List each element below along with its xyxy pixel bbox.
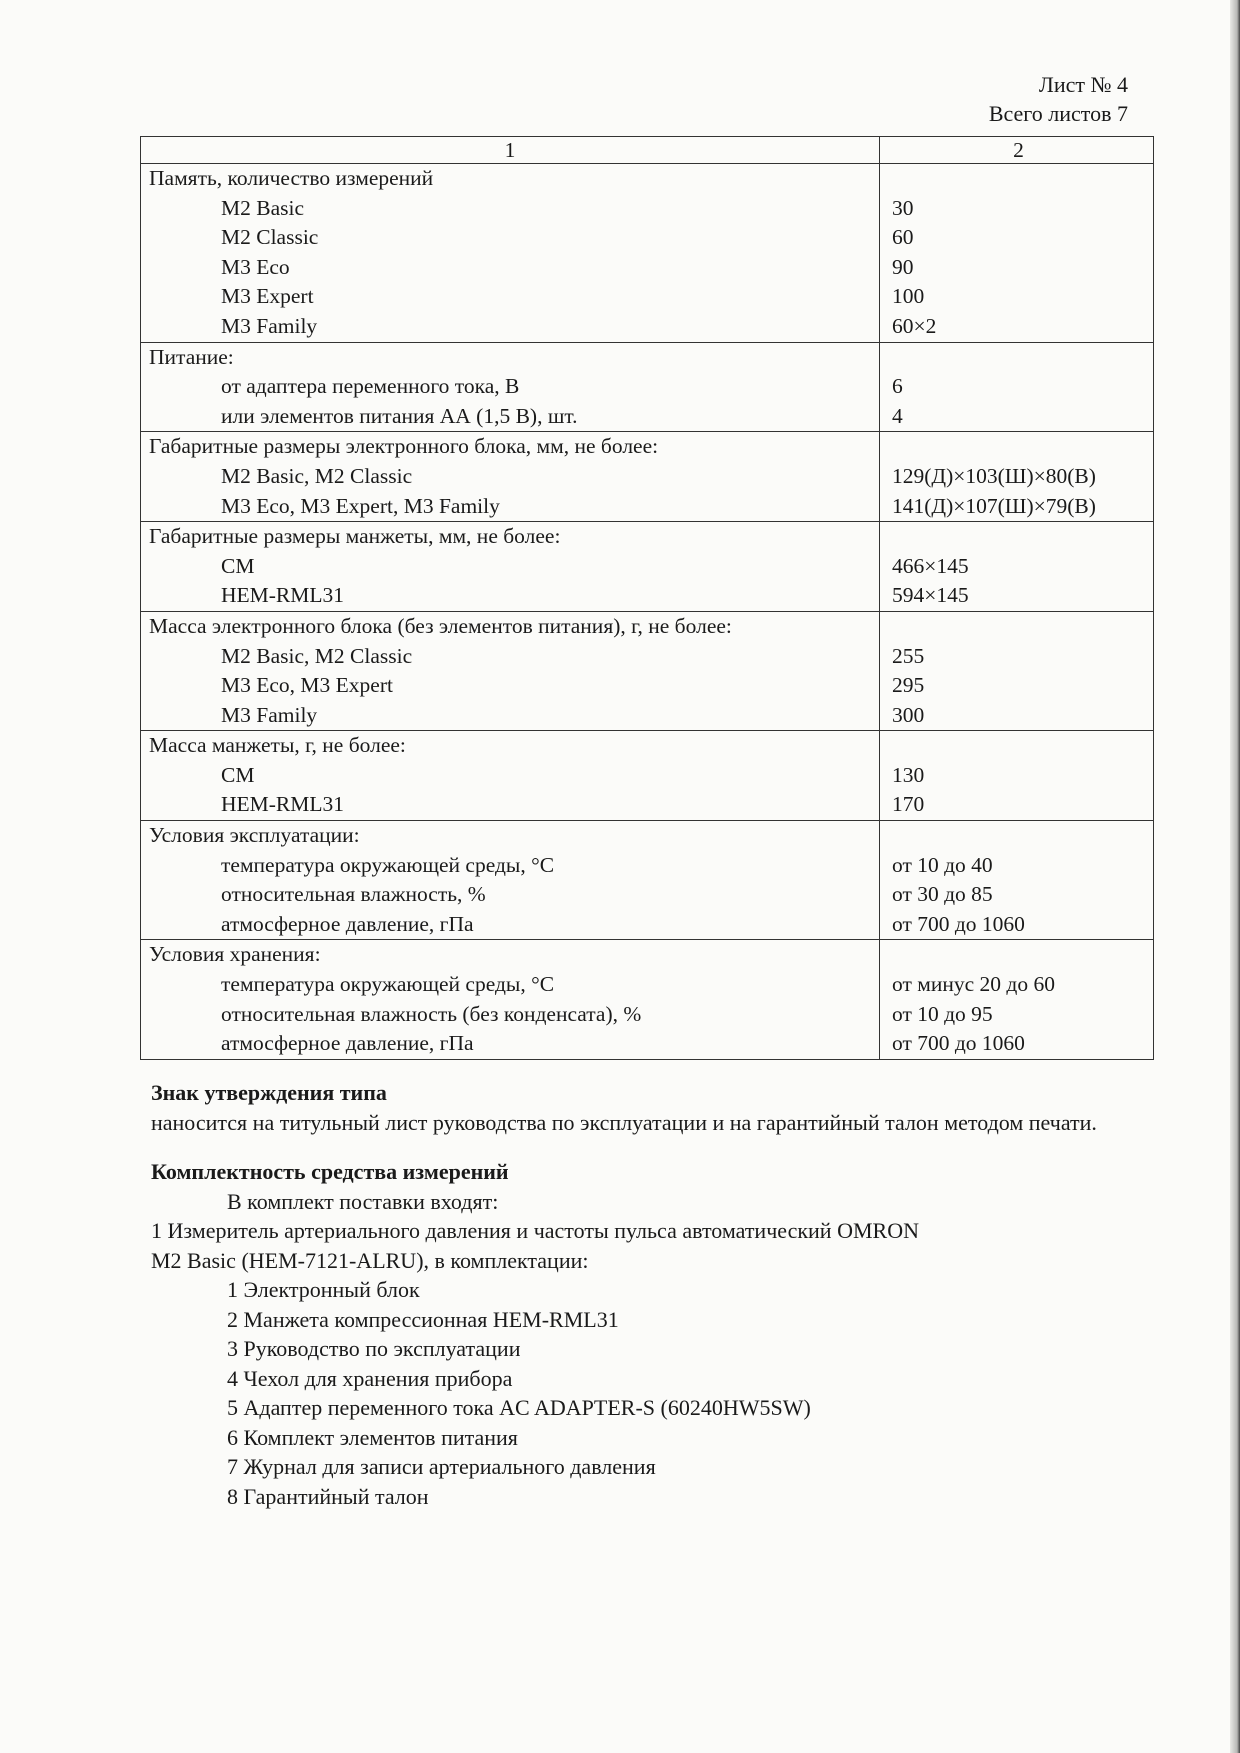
table-section [141, 731, 1154, 821]
parameter-value: 594×145 [892, 583, 969, 608]
parameter-value: 170 [892, 792, 925, 817]
parameter-value: 141(Д)×107(Ш)×79(В) [892, 493, 1096, 518]
parameter-value: 295 [892, 673, 925, 698]
section-values [880, 821, 1154, 940]
parameter-value: 129(Д)×103(Ш)×80(В) [892, 463, 1096, 488]
parameter-name: M3 Eco, M3 Expert [221, 673, 393, 698]
parameter-name: атмосферное давление, гПа [221, 911, 474, 936]
completeness-heading: Комплектность средства измерений [151, 1159, 509, 1184]
section-title: Память, количество измерений [149, 166, 434, 190]
table-section [141, 164, 1154, 343]
parameter-value: от 700 до 1060 [892, 911, 1025, 936]
section-values [880, 342, 1154, 432]
section-title: Масса электронного блока (без элементов питания), г, не более: [149, 613, 732, 638]
parameter-value: от минус 20 до 60 [892, 972, 1055, 997]
completeness-subitem: 8 Гарантийный талон [227, 1483, 429, 1509]
parameter-value: 30 [892, 195, 914, 220]
completeness-subitem: 6 Комплект элементов питания [227, 1424, 518, 1450]
section-values [880, 164, 1154, 343]
parameter-name: относительная влажность, % [221, 882, 486, 907]
completeness-subitems [151, 1275, 1151, 1511]
section-parameters [141, 731, 880, 821]
section-parameters [141, 164, 880, 343]
parameter-value: 6 [892, 374, 903, 399]
parameter-name: M3 Eco [221, 254, 290, 279]
parameter-value: 60×2 [892, 313, 937, 338]
completeness-subitem: 4 Чехол для хранения прибора [227, 1365, 513, 1391]
parameter-value: от 700 до 1060 [892, 1031, 1025, 1056]
parameter-value: от 30 до 85 [892, 882, 993, 907]
parameter-name: HEM-RML31 [221, 583, 345, 608]
specifications-table [140, 136, 1154, 1060]
parameter-value: от 10 до 95 [892, 1001, 993, 1026]
sheet-header [989, 70, 1128, 128]
section-parameters [141, 821, 880, 940]
section-title: Условия хранения: [149, 942, 321, 967]
table-header-row [141, 137, 1154, 164]
value-spacer [892, 164, 1145, 194]
parameter-value: 255 [892, 643, 925, 668]
type-approval-heading: Знак утверждения типа [151, 1080, 387, 1105]
parameter-value: 300 [892, 702, 925, 727]
section-title: Масса манжеты, г, не более: [149, 733, 406, 758]
completeness-subitem: 3 Руководство по эксплуатации [227, 1336, 521, 1361]
completeness-subitem: 7 Журнал для записи артериального давления [227, 1454, 656, 1479]
parameter-name: температура окружающей среды, °C [221, 972, 555, 997]
table-section [141, 522, 1154, 612]
column-header-1: 1 [141, 137, 880, 164]
completeness-subitem: 5 Адаптер переменного тока AC ADAPTER-S (60240HW5SW) [227, 1395, 811, 1420]
parameter-name: M2 Classic [221, 225, 319, 250]
section-values [880, 940, 1154, 1059]
completeness-intro: В комплект поставки входят: [227, 1188, 499, 1214]
page-edge-shadow [1230, 0, 1240, 1753]
completeness-item-line-2: M2 Basic (HEM-7121-ALRU), в комплектации: [151, 1247, 589, 1273]
table-section [141, 432, 1154, 522]
value-spacer [892, 612, 1145, 642]
table-section [141, 821, 1154, 940]
section-parameters [141, 342, 880, 432]
parameter-name: M2 Basic, M2 Classic [221, 643, 413, 668]
section-parameters [141, 432, 880, 522]
table-section [141, 940, 1154, 1059]
value-spacer [892, 343, 1145, 373]
section-parameters [141, 611, 880, 730]
section-parameters [141, 940, 880, 1059]
section-values [880, 731, 1154, 821]
sheet-total: Всего листов 7 [988, 101, 1128, 126]
parameter-name: атмосферное давление, гПа [221, 1031, 474, 1056]
completeness-subitem: 2 Манжета компрессионная HEM-RML31 [227, 1306, 619, 1332]
section-parameters [141, 522, 880, 612]
parameter-value: от 10 до 40 [892, 852, 993, 877]
value-spacer [892, 522, 1145, 552]
value-spacer [892, 432, 1145, 462]
parameter-value: 4 [892, 403, 903, 428]
parameter-name: относительная влажность (без конденсата), % [221, 1001, 642, 1026]
value-spacer [892, 821, 1145, 851]
column-header-2: 2 [880, 137, 1154, 164]
parameter-name: M3 Eco, M3 Expert, M3 Family [221, 493, 500, 518]
section-title: Габаритные размеры электронного блока, мм, не более: [149, 434, 659, 459]
parameter-value: 466×145 [892, 553, 969, 578]
section-title: Габаритные размеры манжеты, мм, не более: [149, 524, 561, 549]
value-spacer [892, 731, 1145, 761]
document-body [151, 1078, 1151, 1511]
section-title: Условия эксплуатации: [149, 823, 360, 848]
parameter-name: температура окружающей среды, °C [221, 852, 555, 877]
type-approval-text: наносится на титульный лист руководства по эксплуатации и на гарантийный талон методом печати. [151, 1109, 1097, 1135]
parameter-name: M3 Family [221, 702, 318, 727]
table-section [141, 342, 1154, 432]
parameter-name: CM [221, 553, 255, 578]
parameter-value: 90 [892, 254, 914, 279]
section-values [880, 432, 1154, 522]
parameter-name: CM [221, 762, 255, 787]
completeness-subitem: 1 Электронный блок [227, 1277, 420, 1302]
sheet-number: Лист № 4 [1038, 72, 1128, 97]
parameter-name: HEM-RML31 [221, 792, 345, 817]
section-title: Питание: [149, 344, 234, 369]
completeness-item-line-1: 1 Измеритель артериального давления и частоты пульса автоматический OMRON [151, 1218, 919, 1243]
parameter-name: M2 Basic [221, 195, 305, 220]
parameter-name: M3 Family [221, 313, 318, 338]
parameter-name: или элементов питания АА (1,5 В), шт. [221, 403, 578, 428]
value-spacer [892, 940, 1145, 970]
parameter-name: M3 Expert [221, 284, 314, 309]
parameter-name: M2 Basic, M2 Classic [221, 463, 413, 488]
parameter-name: от адаптера переменного тока, В [221, 374, 520, 399]
parameter-value: 60 [892, 225, 914, 250]
table-section [141, 611, 1154, 730]
section-values [880, 611, 1154, 730]
parameter-value: 100 [892, 284, 925, 309]
parameter-value: 130 [892, 762, 925, 787]
section-values [880, 522, 1154, 612]
